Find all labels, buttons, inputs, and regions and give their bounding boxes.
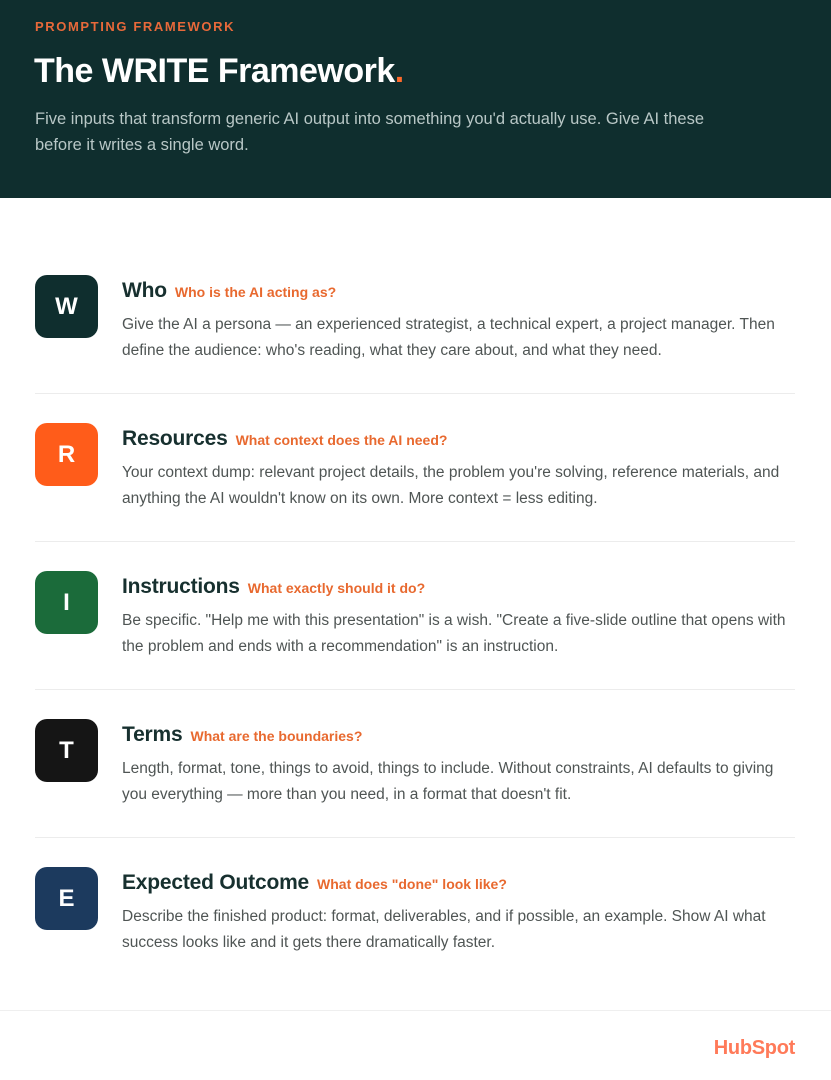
footer-divider [0,1010,831,1011]
letter-badge-r: R [35,423,98,486]
framework-item-resources [35,423,795,533]
letter-badge-t: T [35,719,98,782]
item-description: Describe the finished product: format, deliverables, and if possible, an example. Show AI what success looks like and it gets there dramatically faster. [122,908,766,951]
page-title [34,52,404,91]
item-heading [122,723,362,747]
item-title: Who [122,279,167,302]
item-description: Length, format, tone, things to avoid, things to include. Without constraints, AI defaults to giving you everything — more than you need, in a format that doesn't fit. [122,760,774,803]
title-accent-dot: . [394,52,404,90]
item-title: Terms [122,723,183,746]
item-question: What does "done" look like? [317,876,507,892]
eyebrow-label: PROMPTING FRAMEWORK [35,19,236,34]
framework-item-terms [35,719,795,829]
divider [35,837,795,838]
divider [35,541,795,542]
item-question: What context does the AI need? [235,432,448,448]
item-description: Give the AI a persona — an experienced strategist, a technical expert, a project manager. Then define the audience: who's reading, what they care about, and what they need. [122,316,775,359]
item-question: What exactly should it do? [247,580,426,596]
item-title: Expected Outcome [122,871,310,894]
framework-item-instructions [35,571,795,681]
item-question: Who is the AI acting as? [174,284,337,300]
header-banner [0,0,831,198]
item-title: Instructions [122,575,240,598]
item-heading [122,575,425,599]
hubspot-logo: HubSpot [713,1037,795,1059]
divider [35,689,795,690]
letter-badge-e: E [35,867,98,930]
letter-badge-i: I [35,571,98,634]
item-description: Your context dump: relevant project details, the problem you're solving, reference materials, and anything the AI wouldn't know on its own. More context = less editing. [122,464,780,507]
page-subtitle: Five inputs that transform generic AI output into something you'd actually use. Give AI these before it writes a single word. [35,110,705,154]
framework-item-expected-outcome [35,867,795,977]
framework-item-who [35,275,795,385]
item-question: What are the boundaries? [190,728,363,744]
page-title-text: The WRITE Framework [34,52,395,90]
letter-badge-w: W [35,275,98,338]
item-heading [122,279,336,303]
item-description: Be specific. "Help me with this presentation" is a wish. "Create a five-slide outline that opens with the problem and ends with a recommendation" is an instruction. [122,612,786,655]
item-heading [122,871,507,895]
divider [35,393,795,394]
item-title: Resources [122,427,228,450]
item-heading [122,427,447,451]
